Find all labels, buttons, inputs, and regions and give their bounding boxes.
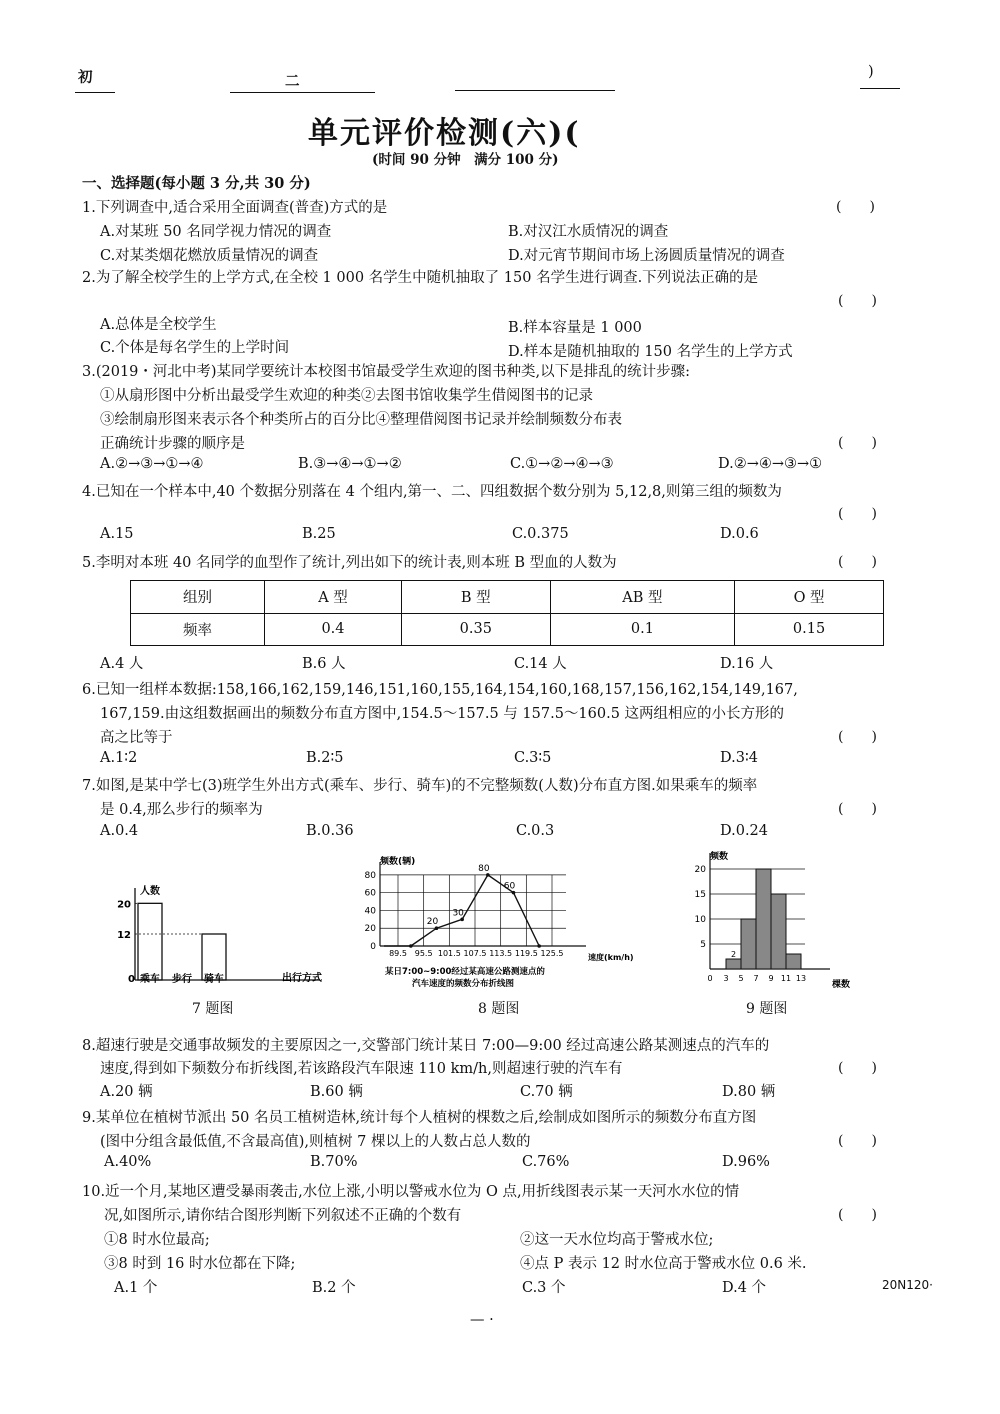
fig8-y-tick: 60	[364, 888, 376, 899]
q5-option-d: D.16 人	[720, 656, 774, 672]
fig8-caption-line1: 某日7:00~9:00经过某高速公路测速点的	[385, 967, 545, 977]
fig7-y-tick: 20	[117, 899, 131, 911]
fig9-ylabel: 频数	[710, 852, 729, 862]
q3-bracket: ( )	[838, 435, 877, 451]
q10-statement-3: ③8 时到 16 时水位都在下降;	[104, 1256, 296, 1272]
q7-option-a: A.0.4	[100, 823, 139, 839]
q8-option-b: B.60 辆	[310, 1084, 363, 1100]
fig9-data-label: 2	[730, 950, 737, 959]
fig7-x-tick: 乘车	[140, 974, 160, 985]
q9-line2: (图中分组含最低值,不含最高值),则植树 7 棵以上的人数占总人数的	[100, 1134, 531, 1150]
q6-line1: 6.已知一组样本数据:158,166,162,159,146,151,160,155,164,154,160,168,157,156,162,154,149,167,	[82, 682, 798, 698]
fig8-x-tick: 89.5	[389, 949, 407, 958]
figure-9-caption: 9 题图	[746, 1001, 788, 1017]
blood-type-table	[130, 580, 884, 646]
table-row	[131, 613, 884, 646]
q10-line1: 10.近一个月,某地区遭受暴雨袭击,水位上涨,小明以警戒水位为 O 点,用折线图表示某一天河水水位的情	[82, 1184, 740, 1200]
q10-line2: 况,如图所示,请你结合图形判断下列叙述不正确的个数有	[104, 1208, 462, 1224]
q5-option-a: A.4 人	[100, 656, 144, 672]
fig9-x-tick: 9	[768, 974, 774, 983]
q10-option-a: A.1 个	[114, 1280, 158, 1296]
q5-option-b: B.6 人	[302, 656, 346, 672]
fig9-x-tick: 5	[738, 974, 744, 983]
q9-option-c: C.76%	[522, 1154, 570, 1170]
q5-option-c: C.14 人	[514, 656, 567, 672]
header-mark-mid: 二	[285, 73, 300, 90]
fig8-x-tick: 113.5	[489, 949, 513, 958]
table-row	[131, 581, 884, 614]
page-subtitle: (时间 90 分钟 满分 100 分)	[372, 152, 559, 168]
fig9-x-tick: 0	[707, 974, 713, 983]
fig7-y-tick: 12	[117, 930, 131, 941]
q6-option-d: D.3∶4	[720, 750, 758, 766]
q10-statement-4: ④点 P 表示 12 时水位高于警戒水位 0.6 米.	[520, 1256, 807, 1272]
q10-bracket: ( )	[838, 1207, 877, 1223]
q9-option-a: A.40%	[104, 1154, 152, 1170]
fig8-x-tick: 107.5	[463, 949, 487, 958]
q3-option-b: B.③→④→①→②	[298, 456, 402, 472]
q1-option-b: B.对汉江水质情况的调查	[508, 224, 669, 240]
fig9-bar	[741, 919, 756, 969]
q4-option-d: D.0.6	[720, 526, 759, 542]
q4-option-c: C.0.375	[512, 526, 569, 542]
fig9-x-tick: 3	[723, 974, 729, 983]
table-cell: 0.15	[735, 613, 884, 646]
header-mark-left: 初	[78, 69, 93, 86]
q1-option-d: D.对元宵节期间市场上汤圆质量情况的调查	[508, 248, 785, 264]
fig9-bar	[786, 954, 801, 969]
header-mark-right: )	[868, 64, 874, 80]
fig9-y-tick: 5	[700, 940, 706, 950]
q7-option-d: D.0.24	[720, 823, 769, 839]
fig7-x-tick: 骑车	[204, 974, 224, 985]
q4-option-b: B.25	[302, 526, 336, 542]
fig8-point	[537, 944, 541, 948]
fig9-x-tick: 11	[780, 974, 792, 983]
q2-stem: 2.为了解全校学生的上学方式,在全校 1 000 名学生中随机抽取了 150 名学生进行调查.下列说法正确的是	[82, 270, 759, 286]
fig9-bar	[771, 894, 786, 969]
page-title: 单元评价检测(六)(	[308, 116, 581, 151]
q7-option-b: B.0.36	[306, 823, 354, 839]
fig8-data-label: 80	[478, 863, 490, 874]
fig9-y-tick: 15	[694, 890, 706, 900]
q2-option-d: D.样本是随机抽取的 150 名学生的上学方式	[508, 344, 793, 360]
q7-bracket: ( )	[838, 801, 877, 817]
table-cell: 频率	[131, 613, 265, 646]
q4-bracket: ( )	[838, 506, 877, 522]
header-line-left	[75, 92, 115, 93]
q4-option-a: A.15	[100, 526, 134, 542]
figure-7-chart	[110, 880, 330, 990]
fig8-xlabel: 速度(km/h)	[588, 953, 634, 962]
fig8-x-tick: 119.5	[514, 949, 538, 958]
q8-line2: 速度,得到如下频数分布折线图,若该路段汽车限速 110 km/h,则超速行驶的汽车有	[100, 1061, 623, 1077]
fig8-y-tick: 80	[364, 870, 376, 881]
q3-stem: 3.(2019・河北中考)某同学要统计本校图书馆最受学生欢迎的图书种类,以下是排乱的统计步骤:	[82, 364, 691, 380]
table-cell: 0.4	[265, 613, 402, 646]
table-header-cell: O 型	[735, 581, 884, 614]
q10-option-c: C.3 个	[522, 1280, 566, 1296]
q5-stem: 5.李明对本班 40 名同学的血型作了统计,列出如下的统计表,则本班 B 型血的人数为	[82, 555, 617, 571]
fig8-ylabel: 频数(辆)	[380, 857, 416, 867]
q10-statement-1: ①8 时水位最高;	[104, 1232, 210, 1248]
header-line-right	[455, 90, 615, 91]
q1-option-a: A.对某班 50 名同学视力情况的调查	[100, 224, 332, 240]
q10-option-d: D.4 个	[722, 1280, 767, 1296]
fig8-data-label: 60	[503, 881, 516, 892]
table-header-cell: AB 型	[550, 581, 734, 614]
q7-option-c: C.0.3	[516, 823, 555, 839]
q6-line3: 高之比等于	[100, 730, 173, 746]
fig8-caption-line2: 汽车速度的频数分布折线图	[412, 979, 515, 989]
q1-stem: 1.下列调查中,适合采用全面调查(普查)方式的是	[82, 200, 388, 216]
table-header-cell: 组别	[131, 581, 265, 614]
q4-stem: 4.已知在一个样本中,40 个数据分别落在 4 个组内,第一、二、四组数据个数分别为 5,12,8,则第三组的频数为	[82, 484, 782, 500]
fig9-y-tick: 10	[694, 915, 706, 925]
q6-line2: 167,159.由这组数据画出的频数分布直方图中,154.5～157.5 与 157.5～160.5 这两组相应的小长方形的	[100, 706, 785, 722]
q2-bracket: ( )	[838, 293, 877, 309]
q8-bracket: ( )	[838, 1060, 877, 1076]
table-header-cell: A 型	[265, 581, 402, 614]
q1-bracket: ( )	[836, 199, 875, 215]
q3-line4: 正确统计步骤的顺序是	[100, 436, 245, 452]
q5-bracket: ( )	[838, 554, 877, 570]
fig7-origin: 0	[128, 974, 135, 985]
q8-option-d: D.80 辆	[722, 1084, 776, 1100]
fig8-x-tick: 125.5	[540, 949, 564, 958]
fig8-y-tick: 20	[364, 924, 376, 935]
fig8-y-tick: 40	[364, 906, 376, 917]
fig9-x-tick: 13	[795, 974, 807, 983]
header-line-right-end	[860, 88, 900, 89]
q6-option-b: B.2∶5	[306, 750, 344, 766]
q2-option-c: C.个体是每名学生的上学时间	[100, 340, 290, 356]
figure-7-caption: 7 题图	[192, 1001, 234, 1017]
page-number: — ·	[470, 1312, 494, 1328]
q3-option-a: A.②→③→①→④	[100, 456, 204, 472]
q6-option-a: A.1∶2	[100, 750, 138, 766]
q2-option-a: A.总体是全校学生	[100, 317, 217, 333]
q9-option-b: B.70%	[310, 1154, 358, 1170]
fig9-bar	[726, 959, 741, 969]
q7-line2: 是 0.4,那么步行的频率为	[100, 802, 263, 818]
fig8-x-tick: 101.5	[437, 949, 461, 958]
fig8-y-tick: 0	[370, 942, 376, 952]
section-heading: 一、选择题(每小题 3 分,共 30 分)	[82, 175, 311, 192]
q3-option-c: C.①→②→④→③	[510, 456, 614, 472]
fig8-data-label: 30	[452, 908, 464, 919]
header-line-mid	[230, 92, 375, 93]
q9-bracket: ( )	[838, 1133, 877, 1149]
q10-option-b: B.2 个	[312, 1280, 356, 1296]
q1-option-c: C.对某类烟花燃放质量情况的调查	[100, 248, 319, 264]
q3-line2: ①从扇形图中分析出最受学生欢迎的种类②去图书馆收集学生借阅图书的记录	[100, 388, 593, 404]
q9-option-d: D.96%	[722, 1154, 770, 1170]
fig9-x-tick: 7	[753, 974, 759, 983]
figure-9-chart	[680, 845, 870, 995]
fig8-data-label: 20	[426, 917, 439, 928]
fig9-bar	[756, 869, 771, 969]
fig7-xlabel: 出行方式	[282, 973, 322, 984]
q3-option-d: D.②→④→③→①	[718, 456, 823, 472]
fig7-ylabel: 人数	[140, 886, 160, 897]
q3-line3: ③绘制扇形图来表示各个种类所占的百分比④整理借阅图书记录并绘制频数分布表	[100, 412, 622, 428]
table-cell: 0.35	[401, 613, 550, 646]
q2-option-b: B.样本容量是 1 000	[508, 320, 642, 336]
q9-line1: 9.某单位在植树节派出 50 名员工植树造林,统计每个人植树的棵数之后,绘制成如图所示的频数分布直方图	[82, 1110, 757, 1126]
fig7-x-tick: 步行	[172, 974, 192, 985]
table-header-cell: B 型	[401, 581, 550, 614]
table-cell: 0.1	[550, 613, 734, 646]
fig9-y-tick: 20	[694, 865, 706, 875]
q7-line1: 7.如图,是某中学七(3)班学生外出方式(乘车、步行、骑车)的不完整频数(人数)分布直方图.如果乘车的频率	[82, 778, 758, 794]
q8-line1: 8.超速行驶是交通事故频发的主要原因之一,交警部门统计某日 7:00—9:00 经过高速公路某测速点的汽车的	[82, 1038, 770, 1054]
fig8-x-tick: 95.5	[414, 949, 433, 958]
q8-option-c: C.70 辆	[520, 1084, 573, 1100]
figure-8-chart	[350, 852, 650, 1000]
figure-8-caption: 8 题图	[478, 1001, 520, 1017]
q10-statement-2: ②这一天水位均高于警戒水位;	[520, 1232, 714, 1248]
q8-option-a: A.20 辆	[100, 1084, 153, 1100]
fig7-bar	[138, 903, 162, 980]
fig8-point	[409, 944, 413, 948]
q6-bracket: ( )	[838, 729, 877, 745]
footer-code: 20N120·	[882, 1278, 933, 1292]
q6-option-c: C.3∶5	[514, 750, 552, 766]
fig9-xlabel: 棵数	[832, 980, 851, 990]
